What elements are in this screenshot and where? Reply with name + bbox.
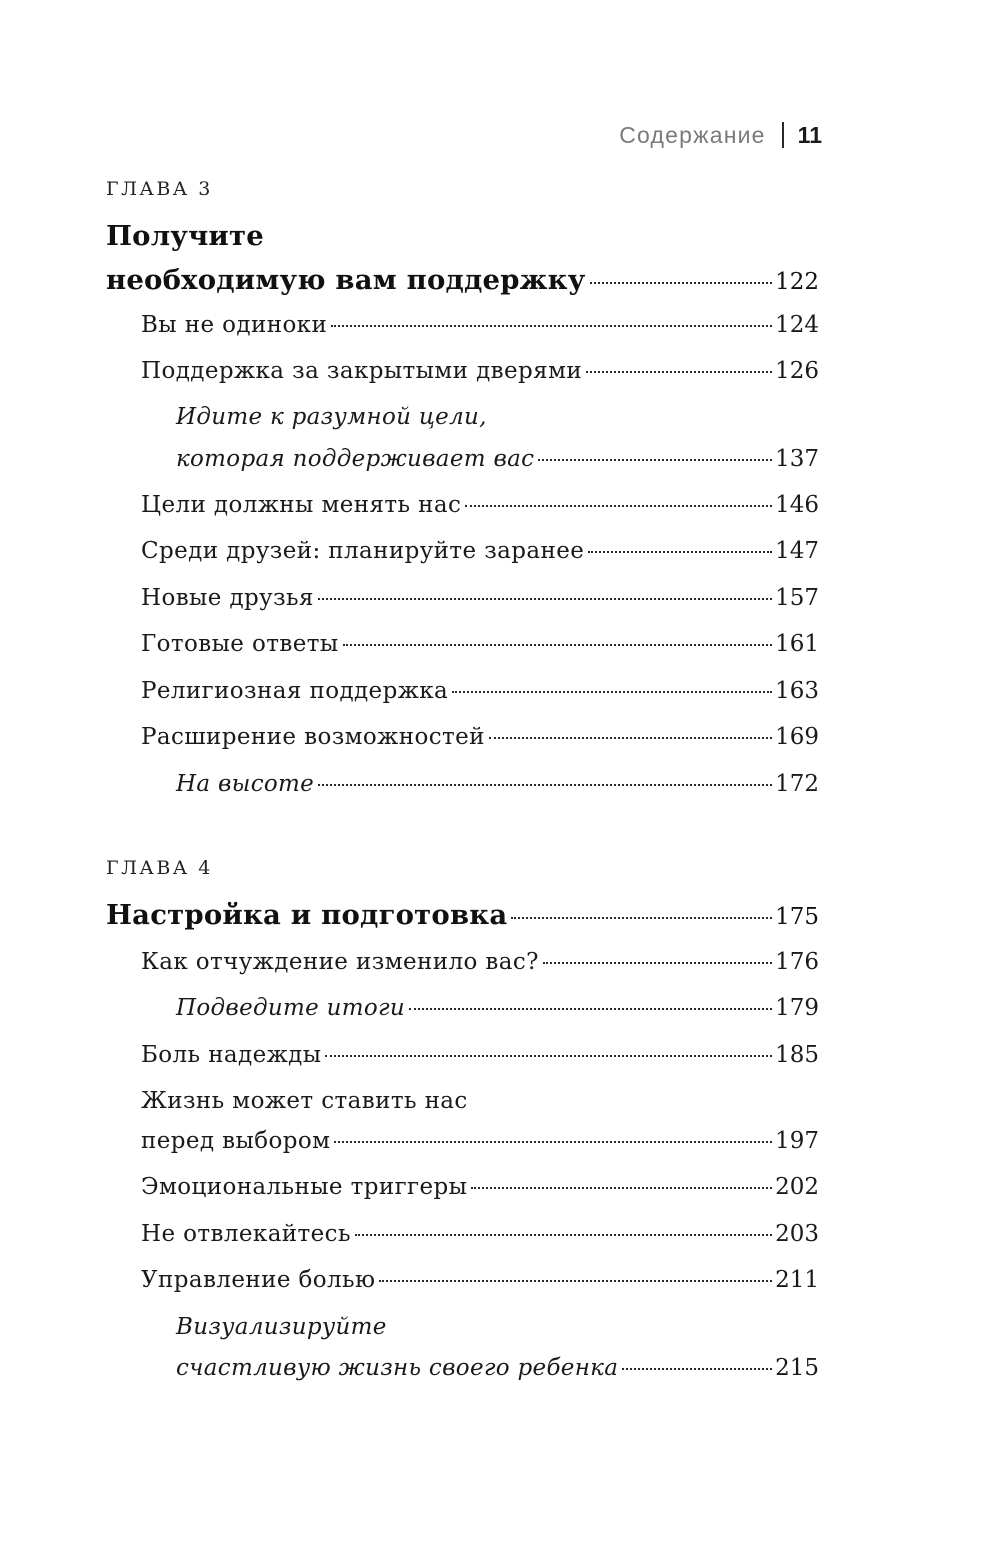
toc-entry-title: Не отвлекайтесь [141,1221,351,1247]
toc-entry-page: 215 [775,1355,819,1381]
running-head [619,118,822,152]
toc-entry-chapter-4-title[interactable] [106,899,819,931]
dot-leader [489,737,772,739]
toc-entry-title: На высоте [176,771,315,797]
toc-entry[interactable] [176,446,819,472]
toc-entry-title: Среди друзей: планируйте заранее [141,538,585,564]
toc-entry[interactable] [141,724,819,750]
toc-entry-page: 172 [775,771,819,797]
toc-entry-chapter-3-title[interactable] [106,264,819,296]
toc-entry[interactable] [141,358,819,384]
toc-entry-title-line1: Идите к разумной цели, [176,404,487,430]
toc-entry-title: Управление болью [141,1267,376,1293]
dot-leader [331,325,772,327]
toc-entry-page: 197 [775,1128,819,1154]
dot-leader [355,1234,772,1236]
toc-entry-title: Новые друзья [141,585,314,611]
chapter-3-title-line1: Получите [106,220,264,252]
toc-entry-title: Расширение возможностей [141,724,485,750]
dot-leader [622,1368,772,1370]
toc-entry-page: 202 [775,1174,819,1200]
toc-entry-page: 211 [775,1267,819,1293]
running-head-separator [782,122,784,148]
toc-entry-page: 137 [775,446,819,472]
toc-entry[interactable] [141,678,819,704]
dot-leader [471,1187,772,1189]
toc-entry[interactable] [141,312,819,338]
toc-entry-page: 157 [775,585,819,611]
toc-entry-title: необходимую вам поддержку [106,264,586,296]
toc-entry-page: 122 [775,269,819,295]
toc-entry[interactable] [176,1355,819,1381]
dot-leader [586,371,772,373]
dot-leader [590,282,773,284]
toc-entry-page: 175 [775,904,819,930]
dot-leader [452,691,772,693]
toc-entry-title-line1: Визуализируйте [176,1314,387,1340]
toc-entry-title: перед выбором [141,1128,331,1154]
toc-entry-title: которая поддерживает вас [176,446,535,472]
dot-leader [318,598,772,600]
toc-entry-title: Цели должны менять нас [141,492,462,518]
toc-entry-title: Как отчуждение изменило вас? [141,949,539,975]
toc-entry-title: Боль надежды [141,1042,322,1068]
toc-entry-title: Подведите итоги [176,995,406,1021]
toc-entry[interactable] [141,1042,819,1068]
toc-entry[interactable] [141,492,819,518]
toc-entry[interactable] [141,585,819,611]
toc-entry-title: Поддержка за закрытыми дверями [141,358,583,384]
toc-entry-page: 163 [775,678,819,704]
toc-entry[interactable] [141,1221,819,1247]
toc-entry-page: 126 [775,358,819,384]
toc-entry-page: 147 [775,538,819,564]
toc-entry-title: Готовые ответы [141,631,339,657]
toc-entry-title-line1: Жизнь может ставить нас [141,1088,468,1114]
toc-entry-title: Настройка и подготовка [106,899,508,931]
page-number: 11 [797,121,822,148]
dot-leader [409,1008,772,1010]
toc-entry-title: счастливую жизнь своего ребенка [176,1355,619,1381]
dot-leader [538,459,772,461]
dot-leader [543,962,772,964]
toc-entry[interactable] [141,1128,819,1154]
dot-leader [379,1280,772,1282]
toc-entry-page: 124 [775,312,819,338]
toc-entry[interactable] [176,995,819,1021]
toc-entry[interactable] [141,631,819,657]
toc-entry-page: 179 [775,995,819,1021]
toc-entry-page: 185 [775,1042,819,1068]
toc-entry-page: 146 [775,492,819,518]
toc-entry-page: 176 [775,949,819,975]
dot-leader [465,505,772,507]
dot-leader [588,551,772,553]
chapter-4-label: ГЛАВА 4 [106,857,213,879]
toc-entry[interactable] [176,771,819,797]
running-head-section: Содержание [619,121,766,148]
toc-entry-page: 203 [775,1221,819,1247]
toc-entry-page: 161 [775,631,819,657]
dot-leader [511,917,772,919]
dot-leader [318,784,772,786]
dot-leader [334,1141,772,1143]
toc-entry[interactable] [141,1267,819,1293]
chapter-3-label: ГЛАВА 3 [106,178,213,200]
dot-leader [343,644,773,646]
dot-leader [325,1055,772,1057]
toc-entry-page: 169 [775,724,819,750]
toc-entry-title: Вы не одиноки [141,312,328,338]
toc-entry-title: Эмоциональные триггеры [141,1174,468,1200]
toc-entry[interactable] [141,949,819,975]
toc-entry[interactable] [141,538,819,564]
toc-entry[interactable] [141,1174,819,1200]
toc-entry-title: Религиозная поддержка [141,678,449,704]
